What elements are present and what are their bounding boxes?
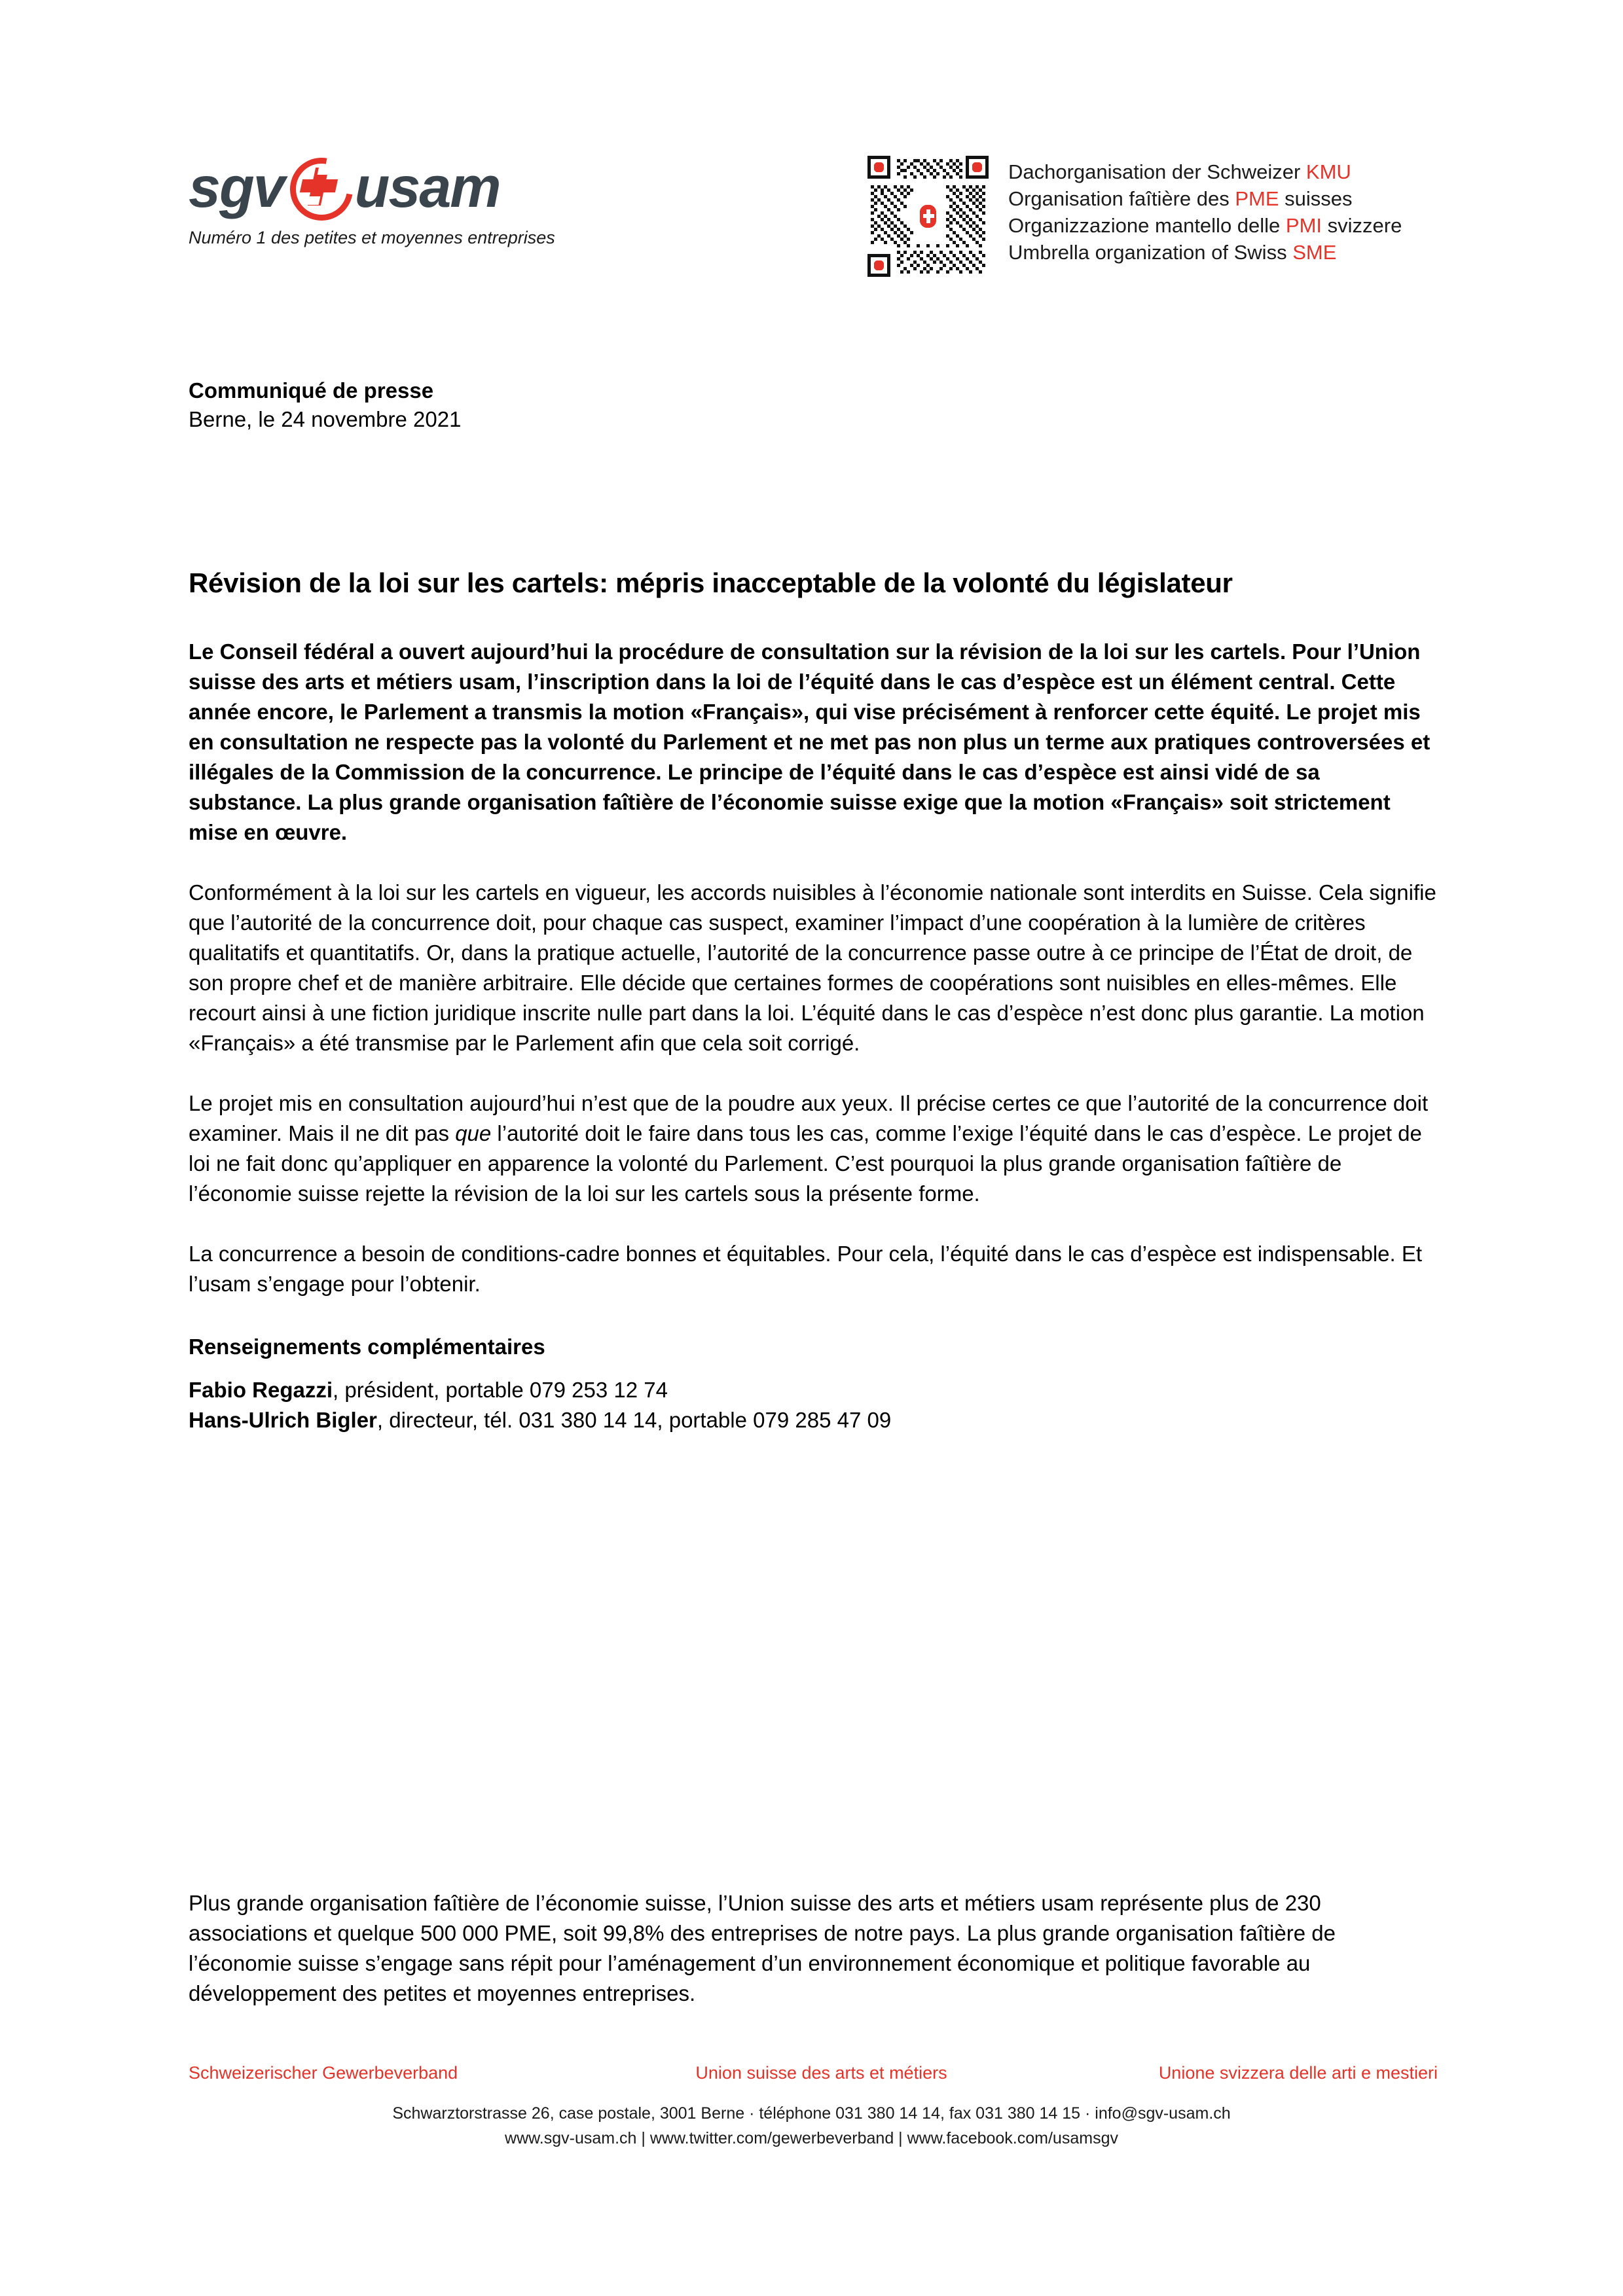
dateline: Berne, le 24 novembre 2021: [189, 407, 462, 431]
contact-entry: [189, 1405, 1438, 1435]
footer-address-line: Schwarztorstrasse 26, case postale, 3001 Berne · téléphone 031 380 14 14, fax 031 380 14 15 · info@sgv-usam.ch: [392, 2104, 1231, 2123]
page-title: Révision de la loi sur les cartels: mépris inacceptable de la volonté du législateur: [189, 567, 1233, 598]
org-name-de: Schweizerischer Gewerbeverband: [189, 2063, 458, 2083]
lead-paragraph: Le Conseil fédéral a ouvert aujourd’hui la procédure de consultation sur la révision de la loi sur les cartels. Pour l’Union suisse des arts et métiers usam, l’inscription dans la loi de l’équité dans le cas d’espèce est un élément central. Cette année encore, le Parlement a transmis la motion «Français», qui vise précisément à renforcer cette équité. Le projet mis en consultation ne respecte pas la volonté du Parlement et ne met pas non plus un terme aux pratiques controversées et illégales de la Commission de la concurrence. Le principe de l’équité dans le cas d’espèce est ainsi vidé de sa substance. La plus grande organisation faîtière de l’économie suisse exige que la motion «Français» soit strictement mise en œuvre.: [189, 639, 1431, 844]
document-type-label: Communiqué de presse: [189, 378, 434, 403]
qr-code-icon: [867, 156, 989, 277]
organization-names-row: [189, 2063, 1438, 2083]
org-name-fr: Union suisse des arts et métiers: [695, 2063, 947, 2083]
body-paragraph-3: La concurrence a besoin de conditions-cadre bonnes et équitables. Pour cela, l’équité dans le cas d’espèce est indispensable. Et l’usam s’engage pour l’obtenir.: [189, 1242, 1423, 1296]
qr-and-taglines: [867, 156, 1402, 277]
tagline-accent-sme: SME: [1292, 241, 1337, 264]
logo-tagline: Numéro 1 des petites et moyennes entreprises: [189, 228, 555, 247]
contact-list: [189, 1375, 1438, 1435]
tagline-accent-kmu: KMU: [1305, 160, 1351, 183]
tagline-de: Dachorganisation der Schweizer KMU: [1008, 160, 1351, 183]
body-paragraph-1: Conformément à la loi sur les cartels en vigueur, les accords nuisibles à l’économie nationale sont interdits en Suisse. Cela signifie que l’autorité de la concurrence doit, pour chaque cas suspect, examiner l’impact d’une coopération à la lumière de critères qualitatifs et quantitatifs. Or, dans la pratique actuelle, l’autorité de la concurrence passe outre à ce principe de l’État de droit, de son propre chef et de manière arbitraire. Elle décide que certaines formes de coopérations sont nuisibles en elles-mêmes. Elle recourt ainsi à une fiction juridique inscrite nulle part dans la loi. L’équité dans le cas d’espèce n’est donc plus garantie. La motion «Français» a été transmise par le Parlement afin que cela soit corrigé.: [189, 880, 1436, 1055]
paragraph-2-emphasis: que: [455, 1121, 492, 1145]
logo-text-sgv: sgv: [189, 154, 284, 219]
organization-boilerplate: Plus grande organisation faîtière de l’économie suisse, l’Union suisse des arts et métiers usam représente plus de 230 associations et quelque 500 000 PME, soit 99,8% des entreprises de notre pays. La plus grande organisation faîtière de l’économie suisse s’engage sans répit pour l’aménagement d’un environnement économique et politique favorable au développement des petites et moyennes entreprises.: [189, 1891, 1336, 2005]
contact-details: , directeur, tél. 031 380 14 14, portable 079 285 47 09: [376, 1408, 892, 1432]
tagline-accent-pmi: PMI: [1285, 214, 1322, 237]
logo-wordmark: [189, 156, 594, 219]
tagline-it: Organizzazione mantello delle PMI svizzere: [1008, 214, 1402, 237]
page-header: [0, 0, 1623, 288]
contact-name: Hans-Ulrich Bigler: [189, 1408, 377, 1432]
contact-section-heading: Renseignements complémentaires: [189, 1335, 545, 1359]
paragraph-2-text-after: l’autorité doit le faire dans tous les cas, comme l’exige l’équité dans le cas d’espèce. Le projet de loi ne fait donc qu’appliquer en apparence la volonté du Parlement. C’est pourquoi la plus grande organisation faîtière de l’économie suisse rejette la révision de la loi sur les cartels sous la présente forme.: [189, 1121, 1422, 1206]
usam-logo: [189, 156, 594, 248]
contact-name: Fabio Regazzi: [189, 1378, 333, 1402]
logo-text-usam: usam: [354, 154, 500, 219]
footer-links-line: www.sgv-usam.ch | www.twitter.com/gewerbeverband | www.facebook.com/usamsgv: [505, 2129, 1118, 2147]
paragraph-2-text-before: Le projet mis en consultation aujourd’hui n’est que de la poudre aux yeux. Il précise certes ce que l’autorité de la concurrence doit examiner. Mais il ne dit pas: [189, 1091, 1429, 1145]
contact-details: , président, portable 079 253 12 74: [333, 1378, 668, 1402]
tagline-accent-pme: PME: [1235, 187, 1279, 210]
contact-entry: [189, 1375, 1438, 1405]
footer-contact-block: [0, 2101, 1623, 2151]
body-paragraph-2: [189, 1088, 1438, 1209]
multilingual-taglines: [1008, 156, 1402, 266]
tagline-en: Umbrella organization of Swiss SME: [1008, 241, 1337, 264]
tagline-fr: Organisation faîtière des PME suisses: [1008, 187, 1353, 210]
document-body: [189, 376, 1438, 1435]
swiss-cross-circle-icon: [288, 156, 351, 219]
org-name-it: Unione svizzera delle arti e mestieri: [1158, 2063, 1438, 2083]
